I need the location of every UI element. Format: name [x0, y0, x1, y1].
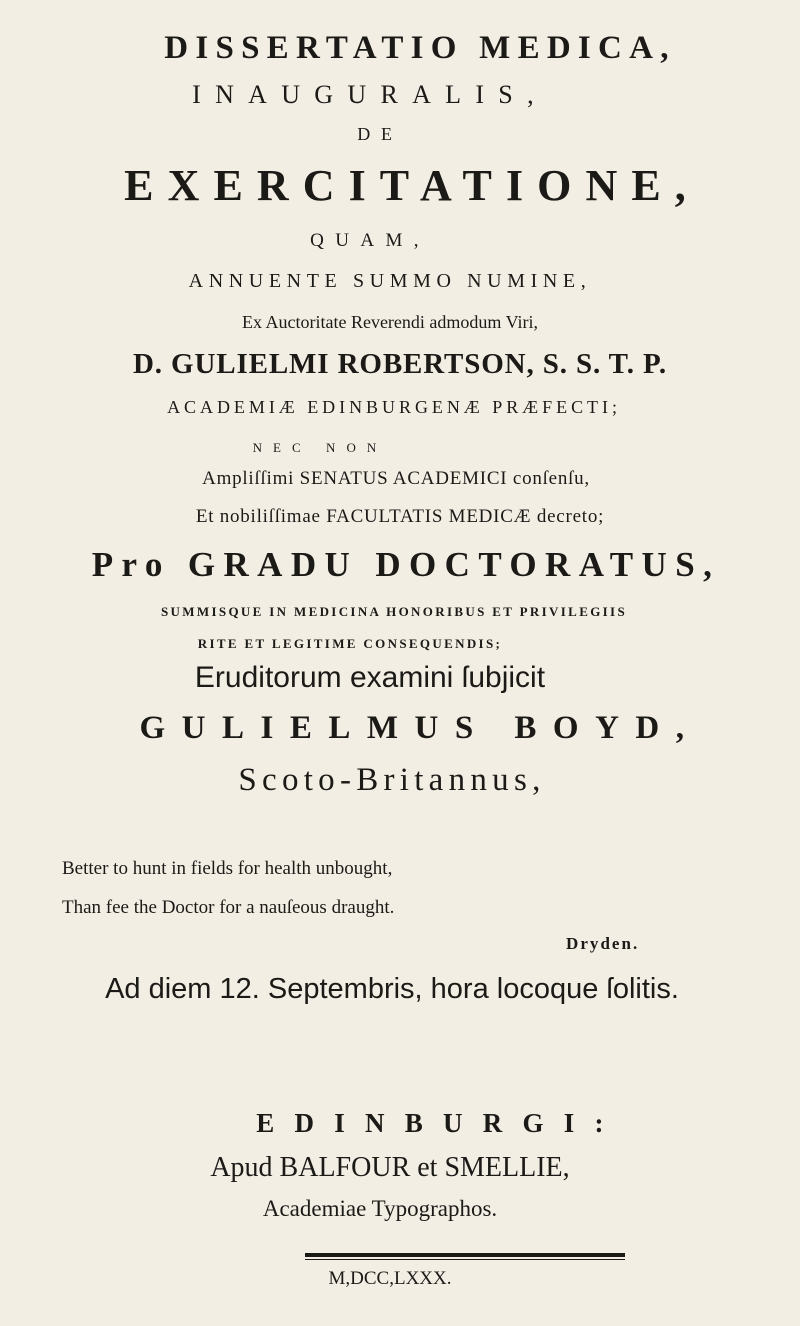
academiae-praefecti: ACADEMIÆ EDINBURGENÆ PRÆFECTI;	[167, 397, 621, 417]
imprint-year: M,DCC,LXXX.	[328, 1268, 452, 1289]
author-nationality: Scoto-Britannus,	[238, 762, 546, 798]
date-line: Ad diem 12. Septembris, hora locoque ſolitis.	[105, 973, 679, 1005]
heading-exercitatione: EXERCITATIONE,	[124, 161, 700, 210]
summisque-honoribus: SUMMISQUE IN MEDICINA HONORIBUS ET PRIVILEGIIS	[160, 604, 628, 619]
epigraph-verse-1: Better to hunt in fields for health unbought,	[62, 858, 393, 879]
epigraph-verse-2: Than fee the Doctor for a nauſeous draught.	[62, 897, 395, 918]
heading-de: DE	[357, 124, 403, 144]
eruditorum-examini: Eruditorum examini ſubjicit	[194, 661, 546, 694]
heading-quam: QUAM,	[310, 230, 430, 251]
authority-line: Ex Auctoritate Reverendi admodum Viri,	[241, 312, 538, 332]
facultatis-decreto: Et nobiliſſimae FACULTATIS MEDICÆ decreto;	[195, 506, 605, 527]
epigraph-attribution: Dryden.	[566, 934, 640, 953]
rector-name: D. GULIELMI ROBERTSON, S. S. T. P.	[132, 348, 668, 380]
senatus-consensu: Ampliſſimi SENATUS ACADEMICI conſenſu,	[202, 468, 590, 489]
rite-legitime: RITE ET LEGITIME CONSEQUENDIS;	[197, 636, 503, 651]
imprint-rule	[305, 1253, 625, 1257]
pro-gradu-doctoratus: Pro GRADU DOCTORATUS,	[91, 545, 721, 584]
nec-non: NEC NON	[252, 440, 388, 455]
heading-annuente-summo-numine: ANNUENTE SUMMO NUMINE,	[188, 270, 592, 292]
heading-dissertatio-medica: DISSERTATIO MEDICA,	[164, 30, 676, 66]
imprint-role: Academiae Typographos.	[262, 1196, 498, 1221]
imprint-city: EDINBURGI:	[256, 1108, 624, 1138]
author-name: GULIELMUS BOYD,	[139, 710, 701, 746]
heading-inauguralis: INAUGURALIS,	[192, 80, 548, 109]
imprint-printers: Apud BALFOUR et SMELLIE,	[210, 1152, 570, 1183]
